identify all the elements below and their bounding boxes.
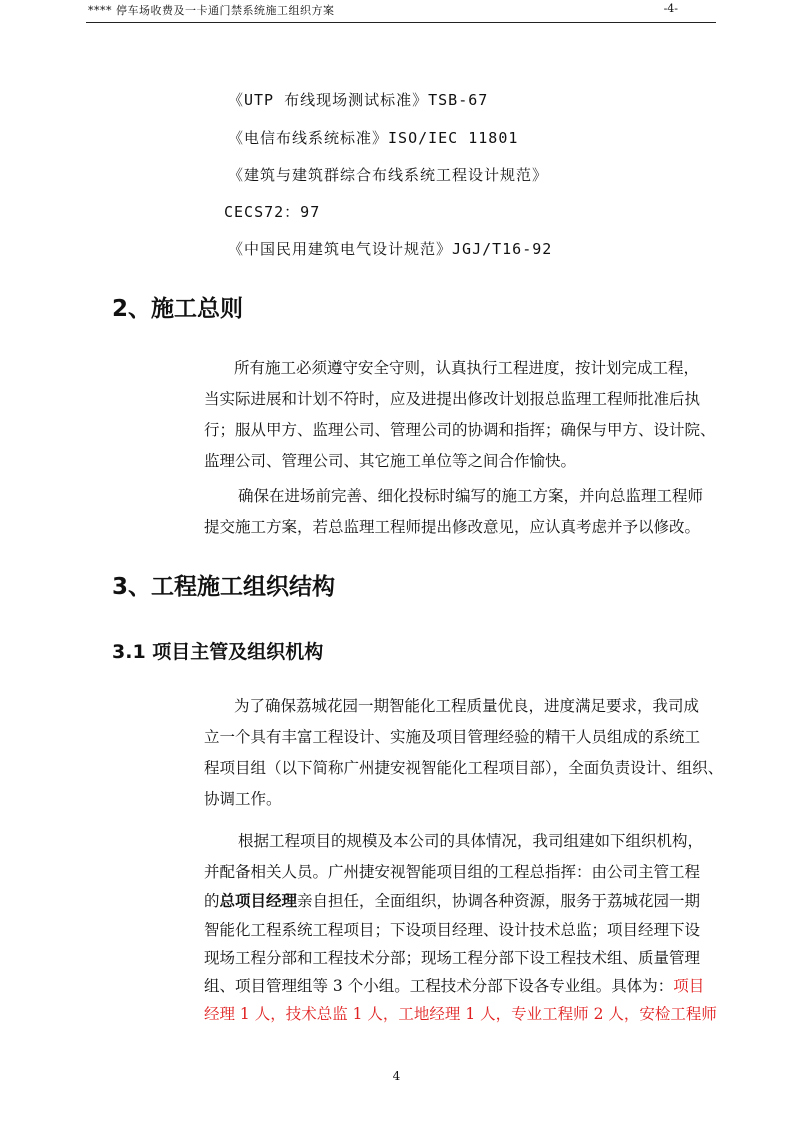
paragraph-line: 并配备相关人员。广州捷安视智能项目组的工程总指挥：由公司主管工程 (204, 863, 701, 881)
reference-line: 《建筑与建筑群综合布线系统工程设计规范》 (228, 166, 549, 184)
paragraph-line: 协调工作。 (204, 790, 282, 808)
text-fragment: 组、项目管理组等 3 个小组。工程技术分部下设各专业组。具体为： (204, 977, 674, 995)
section-3-heading: 3、工程施工组织结构 (112, 574, 336, 600)
paragraph-line: 程项目组（以下简称广州捷安视智能化工程项目部），全面负责设计、组织、 (204, 759, 724, 777)
header-title: **** 停车场收费及一卡通门禁系统施工组织方案 (88, 4, 335, 17)
paragraph-line: 所有施工必须遵守安全守则，认真执行工程进度，按计划完成工程， (234, 359, 700, 377)
reference-line: 《UTP 布线现场测试标准》TSB-67 (228, 91, 489, 109)
paragraph-line: 当实际进展和计划不符时，应及进提出修改计划报总监理工程师批准后执 (204, 390, 701, 408)
paragraph-line: 提交施工方案，若总监理工程师提出修改意见，应认真考虑并予以修改。 (204, 518, 701, 536)
page-header (86, 0, 716, 23)
text-fragment: 亲自担任，全面组织，协调各种资源，服务于荔城花园一期 (297, 892, 701, 910)
paragraph-line: 行；服从甲方、监理公司、管理公司的协调和指挥；确保与甲方、设计院、 (204, 421, 716, 439)
section-2-heading: 2、施工总则 (112, 296, 244, 322)
subsection-3-1-heading: 3.1 项目主管及组织机构 (112, 641, 324, 663)
paragraph-line: 监理公司、管理公司、其它施工单位等之间合作愉快。 (204, 452, 577, 470)
paragraph-line: 智能化工程系统工程项目；下设项目经理、设计技术总监；项目经理下设 (204, 921, 701, 939)
paragraph-line: 立一个具有丰富工程设计、实施及项目管理经验的精干人员组成的系统工 (204, 728, 701, 746)
page-footer-number: 4 (392, 1069, 401, 1083)
paragraph-line: 确保在进场前完善、细化投标时编写的施工方案，并向总监理工程师 (238, 487, 704, 505)
bold-text-general-pm: 总项目经理 (219, 891, 298, 910)
paragraph-line: 根据工程项目的规模及本公司的具体情况，我司组建如下组织机构， (238, 832, 704, 850)
reference-line: 《中国民用建筑电气设计规范》JGJ/T16-92 (228, 240, 553, 258)
paragraph-line: 现场工程分部和工程技术分部；现场工程分部下设工程技术组、质量管理 (204, 949, 701, 967)
highlighted-text: 项目 (673, 977, 705, 995)
paragraph-line (204, 889, 700, 911)
header-page-label: -4- (663, 2, 678, 15)
paragraph-line (204, 974, 704, 996)
text-fragment: 的 (204, 892, 220, 910)
reference-line: 《电信布线系统标准》ISO/IEC 11801 (228, 129, 519, 147)
reference-line: CECS72：97 (224, 203, 321, 221)
highlighted-paragraph-line: 经理 1 人，技术总监 1 人，工地经理 1 人，专业工程师 2 人，安检工程师 (204, 1005, 717, 1023)
paragraph-line: 为了确保荔城花园一期智能化工程质量优良，进度满足要求，我司成 (234, 697, 700, 715)
